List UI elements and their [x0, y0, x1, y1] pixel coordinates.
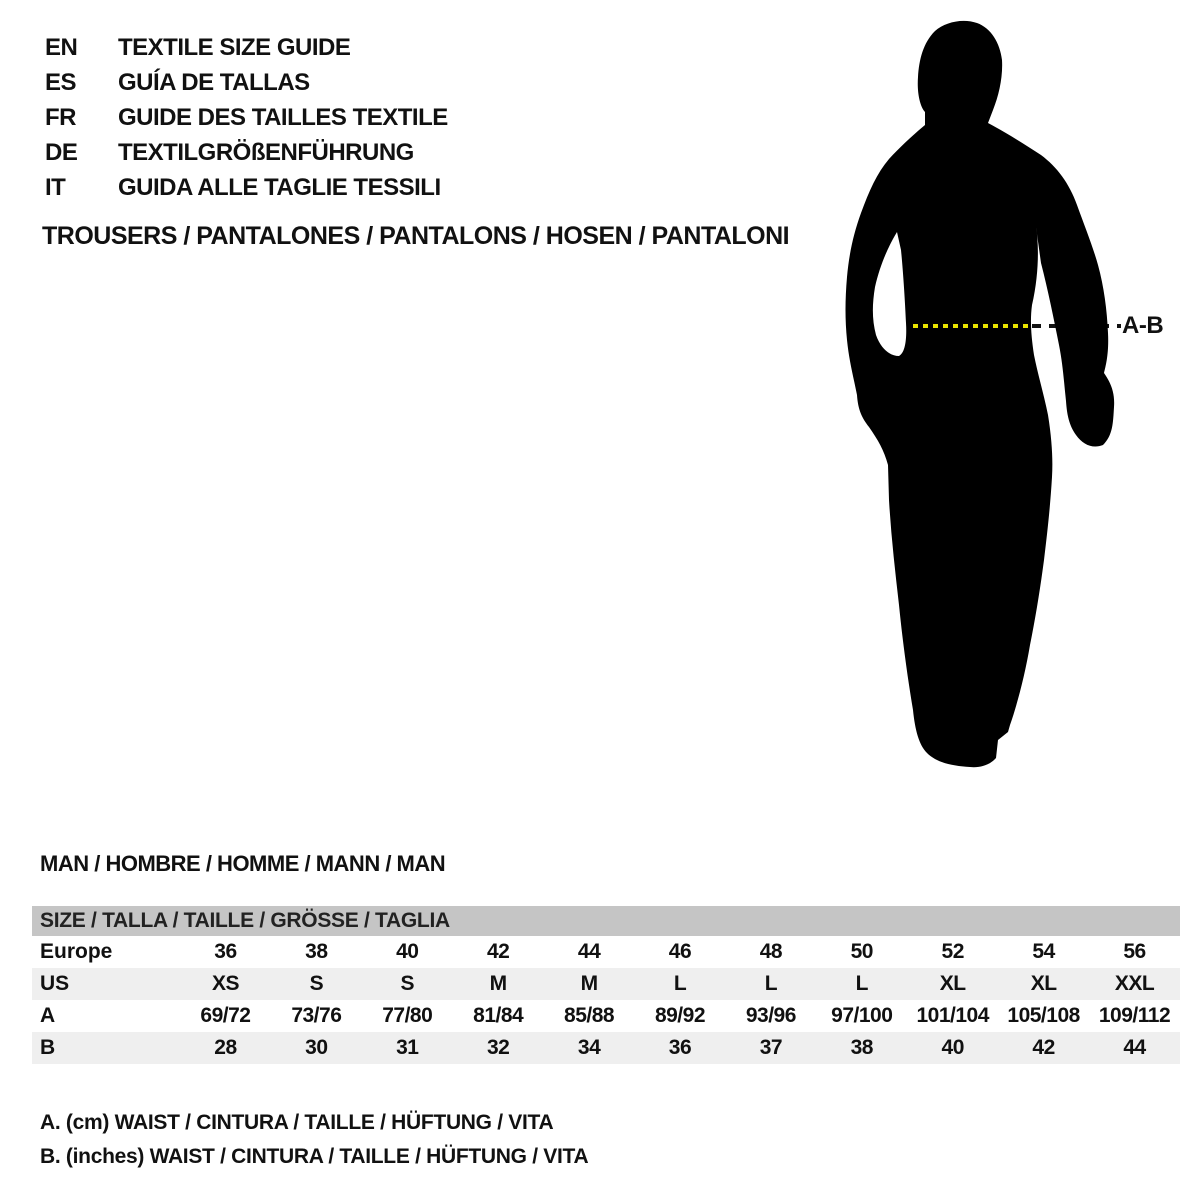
- table-cell: 32: [486, 1036, 510, 1059]
- table-cell: L: [673, 972, 687, 995]
- language-row: [45, 30, 448, 65]
- table-cell: 40: [941, 1036, 964, 1059]
- table-cell: 42: [486, 940, 510, 963]
- table-cell: 77/80: [382, 1004, 433, 1027]
- table-cell: 89/92: [654, 1004, 706, 1027]
- table-cell: 42: [1032, 1036, 1055, 1059]
- language-code: ES: [45, 68, 77, 96]
- table-cell: XXL: [1114, 972, 1155, 995]
- table-cell: XS: [211, 972, 239, 995]
- table-cell: L: [764, 972, 778, 995]
- table-cell: 85/88: [564, 1004, 615, 1027]
- table-header: SIZE / TALLA / TAILLE / GRÖSSE / TAGLIA: [32, 906, 1180, 936]
- table-cell: 38: [305, 940, 328, 963]
- table-row-a-cm: [32, 1000, 1180, 1032]
- table-cell: 97/100: [831, 1004, 893, 1027]
- row-label: Europe: [40, 940, 113, 963]
- table-row-us: [32, 968, 1180, 1000]
- table-cell: 38: [850, 1036, 873, 1059]
- table-cell: XL: [939, 972, 966, 995]
- man-silhouette: [845, 15, 1165, 775]
- language-code: EN: [45, 33, 78, 61]
- table-cell: 30: [305, 1036, 328, 1059]
- table-cell: 109/112: [1098, 1004, 1171, 1027]
- table-cell: 48: [759, 940, 783, 963]
- table-cell: 101/104: [916, 1004, 989, 1027]
- table-cell: L: [855, 972, 868, 995]
- language-row: [45, 170, 448, 205]
- table-cell: 46: [668, 940, 692, 963]
- language-label: GUIDA ALLE TAGLIE TESSILI: [118, 173, 441, 201]
- language-code: DE: [45, 138, 78, 166]
- row-label: A: [40, 1004, 56, 1027]
- garment-title: TROUSERS / PANTALONES / PANTALONS / HOSEN / PANTALONI: [42, 222, 790, 250]
- language-row: [45, 135, 448, 170]
- section-title: MAN / HOMBRE / HOMME / MANN / MAN: [40, 851, 446, 876]
- note-b-inches: B. (inches) WAIST / CINTURA / TAILLE / HÜFTUNG / VITA: [40, 1145, 589, 1168]
- table-cell: S: [309, 972, 324, 995]
- table-cell: XL: [1030, 972, 1057, 995]
- language-code: FR: [45, 103, 76, 131]
- table-cell: 105/108: [1007, 1004, 1080, 1027]
- table-cell: 36: [214, 940, 237, 963]
- language-row: [45, 65, 448, 100]
- table-cell: 52: [941, 940, 964, 963]
- size-table: [32, 906, 1180, 1064]
- language-label: TEXTILGRÖßENFÜHRUNG: [118, 138, 414, 166]
- table-cell: 44: [577, 940, 601, 963]
- language-row: [45, 100, 448, 135]
- language-list: [45, 30, 448, 205]
- table-cell: M: [580, 972, 598, 995]
- language-code: IT: [45, 173, 66, 201]
- table-cell: 36: [668, 1036, 692, 1059]
- table-row-b-inches: [32, 1032, 1180, 1064]
- table-cell: S: [400, 972, 415, 995]
- measure-label: A-B: [1122, 312, 1164, 339]
- measure-notes: [40, 1106, 588, 1174]
- table-cell: 69/72: [200, 1004, 251, 1027]
- language-label: TEXTILE SIZE GUIDE: [118, 33, 351, 61]
- table-cell: 81/84: [473, 1004, 524, 1027]
- table-cell: 73/76: [291, 1004, 342, 1027]
- row-label: B: [40, 1036, 56, 1059]
- language-label: GUIDE DES TAILLES TEXTILE: [118, 103, 448, 131]
- table-cell: 54: [1032, 940, 1055, 963]
- table-cell: 93/96: [745, 1004, 796, 1027]
- language-label: GUÍA DE TALLAS: [118, 68, 310, 96]
- table-cell: 44: [1123, 1036, 1146, 1059]
- table-cell: M: [489, 972, 507, 995]
- table-cell: 37: [759, 1036, 783, 1059]
- table-cell: 28: [214, 1036, 237, 1059]
- table-cell: 31: [396, 1036, 419, 1059]
- note-a-cm: A. (cm) WAIST / CINTURA / TAILLE / HÜFTUNG / VITA: [40, 1111, 554, 1134]
- row-label: US: [40, 972, 70, 995]
- table-row-europe: [32, 936, 1180, 968]
- table-cell: 40: [396, 940, 419, 963]
- table-cell: 34: [577, 1036, 601, 1059]
- table-cell: 50: [850, 940, 873, 963]
- table-cell: 56: [1123, 940, 1146, 963]
- man-silhouette-figure: [845, 15, 1165, 775]
- man-silhouette-path: [846, 21, 1115, 767]
